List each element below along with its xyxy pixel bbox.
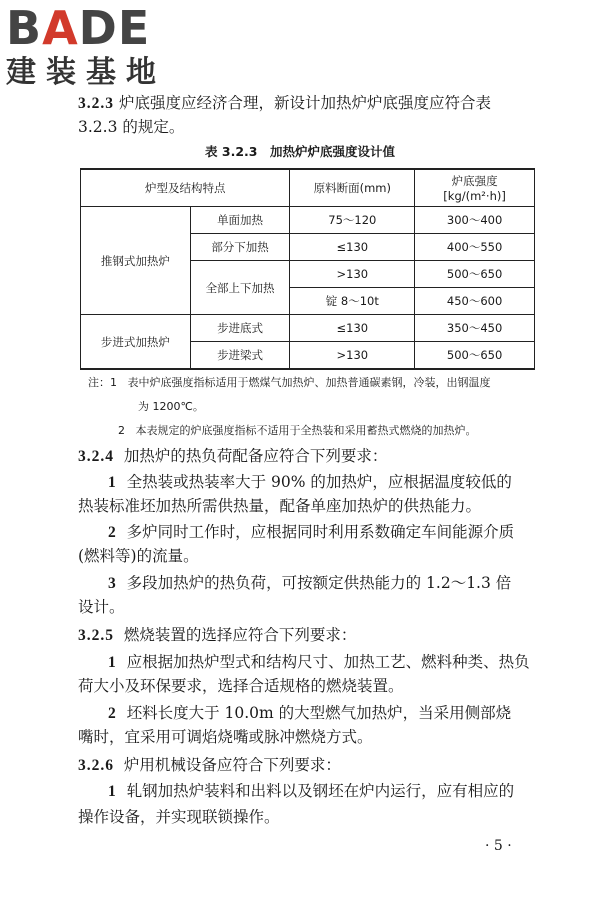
clause-number: 3.2.5: [78, 627, 114, 644]
section-value: >130: [290, 261, 415, 288]
clause-3-2-4: [78, 445, 387, 468]
clause-number: 3.2.4: [78, 448, 114, 465]
clause-3-2-6: [78, 754, 341, 777]
section-value: ≤130: [290, 234, 415, 261]
header-furnace-type: 炉型及结构特点: [81, 169, 290, 207]
note-2-num: 2: [118, 424, 125, 437]
clause-3-2-6-item-1: 1 轧钢加热炉装料和出料以及钢坯在炉内运行，应有相应的: [108, 782, 515, 800]
clause-text: 加热炉的热负荷配备应符合下列要求：: [123, 447, 388, 465]
sub-type: 单面加热: [190, 207, 290, 234]
header-strength: 炉底强度 [kg/(m²·h)]: [415, 169, 535, 207]
strength-value: 350～450: [415, 315, 535, 342]
sub-type: 部分下加热: [190, 234, 290, 261]
clause-3-2-4-item-2-cont: (燃料等)的流量。: [78, 547, 199, 565]
clause-number: 3.2.6: [78, 757, 114, 774]
clause-number: 3.2.3: [78, 95, 114, 112]
note-1-cont: 为 1200℃。: [138, 400, 204, 413]
strength-value: 400～550: [415, 234, 535, 261]
section-value: ≤130: [290, 315, 415, 342]
clause-3-2-4-item-1-cont: 热装标准坯加热所需供热量，配备单座加热炉的供热能力。: [78, 497, 482, 515]
sub-type: 步进底式: [190, 315, 290, 342]
clause-text: 炉用机械设备应符合下列要求：: [123, 756, 341, 774]
clause-3-2-4-item-1: 1 全热装或热装率大于 90% 的加热炉，应根据温度较低的: [108, 473, 512, 491]
section-value: >130: [290, 342, 415, 370]
section-value: 锭 8～10t: [290, 288, 415, 315]
strength-value: 500～650: [415, 342, 535, 370]
logo-wordmark: BADE: [6, 1, 151, 55]
clause-text: 燃烧装置的选择应符合下列要求：: [123, 626, 357, 644]
clause-3-2-3: [78, 92, 491, 115]
brand-logo: [6, 1, 176, 94]
strength-value: 450～600: [415, 288, 535, 315]
clause-3-2-4-item-3-cont: 设计。: [78, 598, 125, 616]
section-value: 75～120: [290, 207, 415, 234]
clause-3-2-4-item-3: 3 多段加热炉的热负荷，可按额定供热能力的 1.2～1.3 倍: [108, 574, 512, 592]
table-caption: 表 3.2.3 加热炉炉底强度设计值: [205, 144, 395, 159]
clause-3-2-3-cont: 3.2.3 的规定。: [78, 118, 185, 136]
clause-3-2-4-item-2: 2 多炉同时工作时，应根据同时利用系数确定车间能源介质: [108, 523, 515, 541]
furnace-strength-table: [80, 168, 535, 370]
header-section: 原料断面(mm): [290, 169, 415, 207]
clause-3-2-5: [78, 624, 356, 647]
group-walking-type: 步进式加热炉: [81, 315, 191, 370]
table-row: [81, 207, 535, 234]
clause-3-2-6-item-1-cont: 操作设备，并实现联锁操作。: [78, 808, 280, 826]
clause-text: 炉底强度应经济合理，新设计加热炉炉底强度应符合表: [118, 94, 491, 112]
note-1-text: 表中炉底强度指标适用于燃煤气加热炉、加热普通碳素钢，冷装，出钢温度: [127, 376, 491, 389]
table-row: [81, 315, 535, 342]
strength-value: 300～400: [415, 207, 535, 234]
clause-3-2-5-item-2-cont: 嘴时，宜采用可调焰烧嘴或脉冲燃烧方式。: [78, 728, 373, 746]
note-2-text: 本表规定的炉底强度指标不适用于全热装和采用蓄热式燃烧的加热炉。: [135, 424, 477, 437]
logo-subtitle: 建装基地: [6, 55, 166, 90]
page-number: · 5 ·: [485, 838, 512, 854]
group-push-type: 推钢式加热炉: [81, 207, 191, 315]
note-label: 注：1: [88, 376, 117, 389]
note-2: [118, 421, 477, 441]
strength-value: 500～650: [415, 261, 535, 288]
sub-type: 全部上下加热: [190, 261, 290, 315]
clause-3-2-5-item-1: 1 应根据加热炉型式和结构尺寸、加热工艺、燃料种类、热负: [108, 653, 530, 671]
clause-3-2-5-item-2: 2 坯料长度大于 10.0m 的大型燃气加热炉，当采用侧部烧: [108, 704, 512, 722]
clause-3-2-5-item-1-cont: 荷大小及环保要求，选择合适规格的燃烧装置。: [78, 677, 404, 695]
sub-type: 步进梁式: [190, 342, 290, 370]
table-header-row: [81, 169, 535, 207]
note-1: [88, 373, 491, 393]
